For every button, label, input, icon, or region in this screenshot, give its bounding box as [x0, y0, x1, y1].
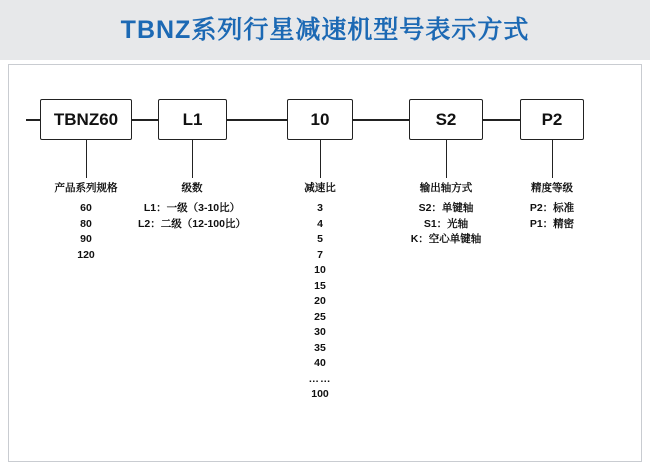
column-precision-item: P1：精密 — [529, 217, 575, 230]
column-ratio-title: 减速比 — [304, 182, 336, 194]
drop-line-ratio — [320, 140, 321, 178]
column-series-item: 60 — [80, 202, 92, 214]
column-shaft-item: S2：单键轴 — [418, 202, 474, 214]
column-series-item: 90 — [80, 233, 92, 245]
column-shaft — [381, 180, 511, 248]
code-box-series — [40, 99, 132, 140]
column-stage-item: L2：二级（12-100比） — [138, 217, 246, 230]
code-box-precision — [520, 99, 584, 140]
column-stage-item: L1：一级（3-10比） — [143, 202, 241, 214]
column-series-item: 80 — [80, 217, 92, 230]
drop-line-shaft — [446, 140, 447, 178]
drop-line-series — [86, 140, 87, 178]
header-band — [0, 0, 650, 60]
drop-line-stage — [192, 140, 193, 178]
column-ratio-item: 4 — [317, 217, 323, 230]
column-precision-title: 精度等级 — [531, 182, 573, 194]
code-box-ratio — [287, 99, 353, 140]
connector-line-5 — [481, 119, 522, 121]
column-stage-title: 级数 — [181, 182, 203, 194]
column-stage — [112, 180, 272, 232]
column-series-item: 120 — [77, 248, 95, 261]
column-shaft-item: K：空心单键轴 — [410, 233, 482, 245]
column-precision-item: P2：标准 — [529, 202, 575, 214]
column-ratio-item: 3 — [317, 202, 323, 214]
column-ratio-item: 40 — [314, 357, 326, 369]
column-ratio-item: 10 — [314, 264, 326, 276]
column-ratio-item: 35 — [314, 341, 326, 354]
code-box-precision-label: P2 — [541, 110, 563, 129]
column-shaft-title: 输出轴方式 — [419, 182, 473, 194]
drop-line-precision — [552, 140, 553, 178]
code-box-stage-label: L1 — [182, 110, 203, 129]
column-ratio — [275, 180, 365, 403]
connector-line-4 — [351, 119, 411, 121]
connector-line-2 — [130, 119, 160, 121]
column-ratio-item: 5 — [317, 233, 323, 245]
code-box-shaft-label: S2 — [435, 110, 457, 129]
column-ratio-item: 25 — [314, 310, 326, 323]
connector-line-3 — [225, 119, 289, 121]
code-box-series-label: TBNZ60 — [53, 110, 119, 129]
column-ratio-item: 30 — [314, 326, 326, 338]
page-title: TBNZ系列行星减速机型号表示方式 — [120, 16, 530, 44]
column-shaft-item: S1：光轴 — [423, 217, 469, 230]
column-series-title: 产品系列规格 — [54, 182, 118, 194]
code-box-stage — [158, 99, 227, 140]
code-box-ratio-label: 10 — [310, 110, 330, 129]
column-precision — [497, 180, 607, 232]
column-ratio-item: 100 — [311, 388, 329, 400]
column-ratio-item: 15 — [314, 279, 326, 292]
column-ratio-item: 20 — [314, 295, 326, 307]
column-ratio-item: 7 — [317, 248, 323, 261]
column-ratio-item: …… — [308, 372, 332, 385]
code-box-shaft — [409, 99, 483, 140]
